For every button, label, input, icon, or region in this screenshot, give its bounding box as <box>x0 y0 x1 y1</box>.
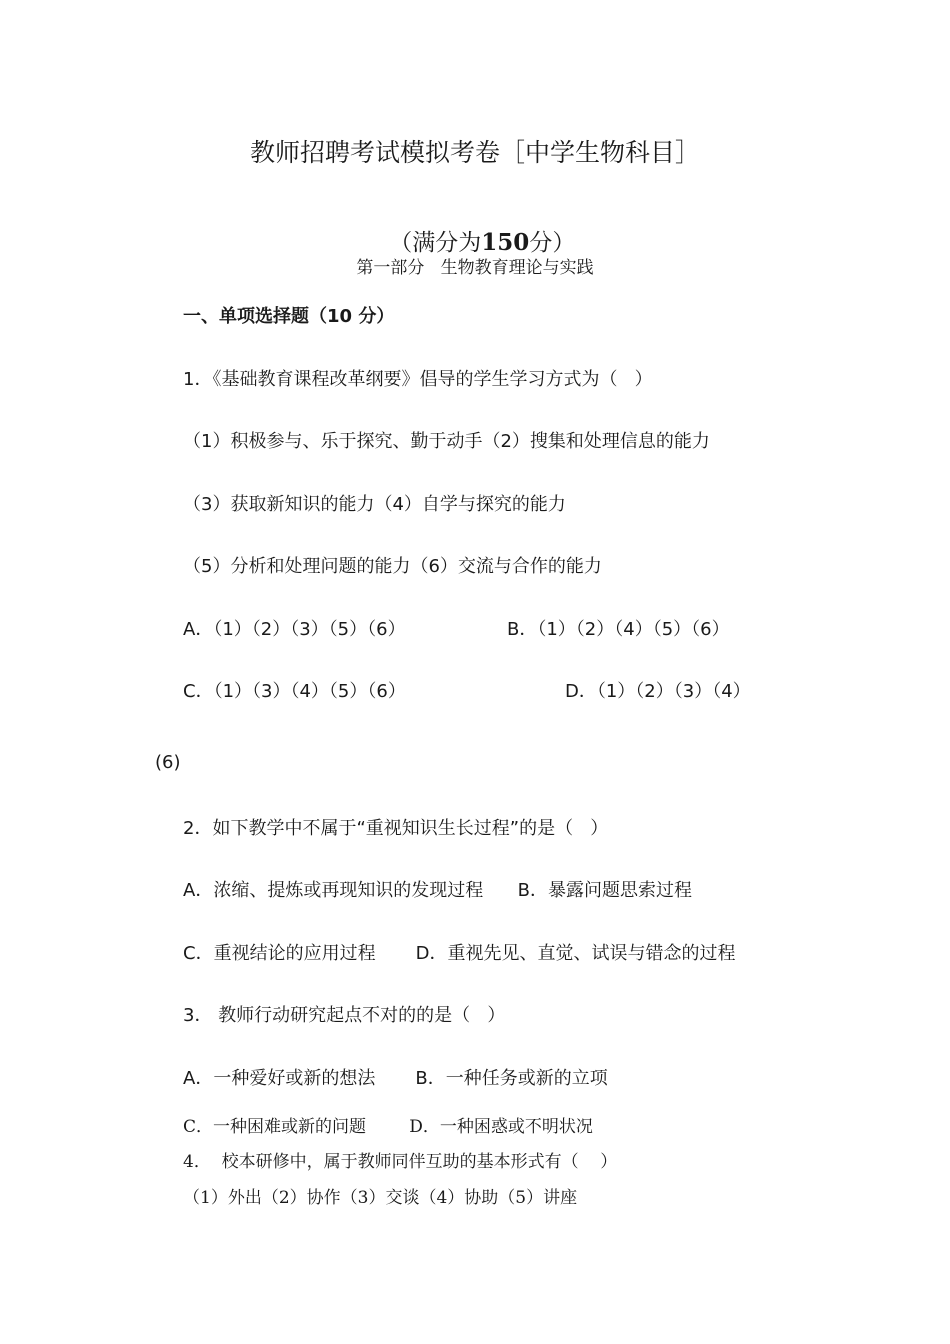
q4-items: （1）外出（2）协作（3）交谈（4）协助（5）讲座 <box>183 1188 578 1208</box>
q2-options-ab: A．浓缩、提炼或再现知识的发现过程 B．暴露问题思索过程 <box>183 880 692 901</box>
q1-item: （5）分析和处理问题的能力（6）交流与合作的能力 <box>183 556 602 577</box>
q1-item: （1）积极参与、乐于探究、勤于动手（2）搜集和处理信息的能力 <box>183 431 710 452</box>
full-score-suffix: 分） <box>529 230 576 256</box>
full-score-value: 150 <box>481 229 530 256</box>
exam-title: 教师招聘考试模拟考卷［中学生物科目］ <box>249 138 700 167</box>
q1-item: （3）获取新知识的能力（4）自学与探究的能力 <box>183 494 566 515</box>
q1-option-b: B．（1）（2）（4）（5）（6） <box>507 619 730 640</box>
q3-options-cd: C．一种困难或新的问题 D．一种困惑或不明状况 <box>183 1117 593 1137</box>
q1-option-c: C．（1）（3）（4）（5）（6） <box>183 681 406 702</box>
q2-options-cd: C．重视结论的应用过程 D．重视先见、直觉、试误与错念的过程 <box>183 943 736 964</box>
q1-option-d: D．（1）（2）（3）（4） <box>565 681 751 702</box>
full-score-prefix: （满分为 <box>389 230 482 256</box>
q1-option-a: A．（1）（2）（3）（5）（6） <box>183 619 406 640</box>
q3-options-ab: A．一种爱好或新的想法 B．一种任务或新的立项 <box>183 1068 608 1089</box>
q2-stem: 2．如下教学中不属于“重视知识生长过程”的是（ ） <box>183 818 609 839</box>
full-score-note <box>0 198 950 257</box>
q1-option-d-continued: (6) <box>155 752 181 773</box>
section-heading: 一、单项选择题（10 分） <box>183 306 395 327</box>
q1-stem: 1．《基础教育课程改革纲要》倡导的学生学习方式为（ ） <box>183 369 653 390</box>
part-heading: 第一部分 生物教育理论与实践 <box>356 258 594 278</box>
q4-stem: 4． 校本研修中，属于教师同伴互助的基本形式有（ ） <box>183 1152 618 1172</box>
q3-stem: 3． 教师行动研究起点不对的的是（ ） <box>183 1005 506 1026</box>
